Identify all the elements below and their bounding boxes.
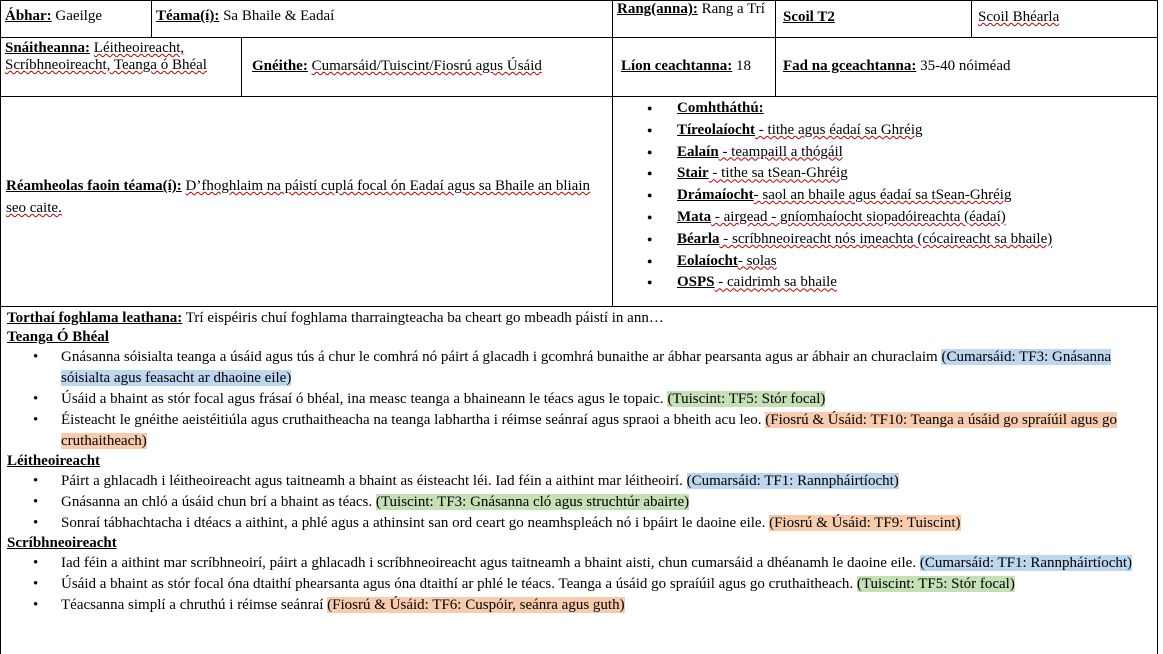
outcome-list: [1, 471, 1157, 534]
fad-value: 35-40 nóiméad: [920, 58, 1011, 74]
integration-text: - teampaill a thógáil: [718, 143, 843, 160]
integration-text: - caidrimh sa bhaile: [714, 274, 837, 291]
integration-text: - saol an bhaile agus éadaí sa tSean-Ghréig: [753, 187, 1012, 204]
outcome-text: Úsáid a bhaint as stór focal agus frásaí ó bhéal, ina measc teanga a bhaineann le téacs agus le topaic.: [61, 391, 668, 407]
abhar-cell: [1, 1, 152, 37]
integration-item: [613, 120, 1159, 142]
outcome-tag: (Tuiscint: TF5: Stór focal): [856, 576, 1015, 592]
outcome-text: Éisteacht le gnéithe aeistéitiúla agus cruthaitheacha na teanga labhartha i réimse seánraí agus spraoi a bheith acu leo.: [61, 412, 766, 428]
outcome-tag: (Tuiscint: TF5: Stór focal): [667, 391, 826, 407]
outcome-item: [1, 410, 1157, 452]
integration-item: [613, 163, 1159, 185]
gneithe-label: Gnéithe:: [252, 58, 308, 74]
rang-label: Rang(anna):: [617, 1, 698, 17]
integration-subject: Tíreolaíocht: [677, 121, 756, 138]
reamheolas-cell: [1, 97, 613, 306]
outcome-text: Sonraí tábhachtacha i dtéacs a aithint, a phlé agus a athinsint san ord ceart go neamhspleách nó i bpáirt le daoine eile.: [61, 515, 770, 531]
strands-row: [0, 38, 1158, 96]
outcomes-heading: [1, 307, 1157, 328]
outcomes-intro: Trí eispéiris chuí foghlama tharraingteacha ba cheart go mbeadh páistí in ann…: [182, 310, 664, 326]
prior-knowledge-row: [0, 97, 1158, 306]
section-title: Scríbhneoireacht: [7, 535, 117, 551]
reamheolas-value: D’fhoghlaim na páistí cuplá focal ón Eadaí agus sa Bhaile an bliain seo caite.: [6, 178, 591, 216]
outcome-item: [1, 553, 1157, 574]
integration-item: [613, 185, 1159, 207]
abhar-value: Gaeilge: [55, 8, 103, 24]
snaitheanna-cell: [1, 38, 242, 96]
outcome-tag: (Fiosrú & Úsáid: TF10: Teanga a úsáid go spraíúil agus go cruthaitheach): [61, 412, 1117, 449]
outcomes-sections: [1, 328, 1157, 616]
outcome-tag: (Fiosrú & Úsáid: TF9: Tuiscint): [769, 515, 961, 531]
rang-value: Rang a Trí: [701, 1, 765, 17]
integration-item: [613, 142, 1159, 164]
outcome-text: Úsáid a bhaint as stór focal óna dtaithí phearsanta agus óna dtaithí ar phlé le téacs. Teanga a úsáid go spraíúil agus go cruthaitheach.: [61, 576, 857, 592]
fad-label: Fad na gceachtanna:: [783, 58, 917, 74]
outcome-item: [1, 513, 1157, 534]
integration-subject: Ealaín: [677, 143, 719, 160]
outcome-text: Gnásanna sóisialta teanga a úsáid agus tús á chur le comhrá nó páirt á glacadh i gcomhrá bunaithe ar ábhar pearsanta agus ar ábhair an churaclaim: [61, 349, 942, 365]
gneithe-value: Cumarsáid/Tuiscint/Fiosrú agus Úsáid: [311, 58, 542, 74]
integration-list: [613, 98, 1159, 294]
integration-subject: Drámaíocht: [677, 187, 754, 204]
outcome-item: [1, 574, 1157, 595]
outcome-text: Páirt a ghlacadh i léitheoireacht agus taitneamh a bhaint as éisteacht léi. Iad féin a aithint mar léitheoirí.: [61, 473, 687, 489]
rang-cell: [613, 1, 776, 37]
scoil-bhearla: Scoil Bhéarla: [978, 9, 1060, 25]
outcomes-row: [0, 307, 1158, 654]
integration-subject: Mata: [677, 208, 712, 225]
teama-value: Sa Bhaile & Eadaí: [223, 8, 335, 24]
integration-item: [613, 98, 1159, 120]
outcome-tag: (Cumarsáid: TF3: Gnásanna sóisialta agus feasacht ar dhaoine eile): [61, 349, 1112, 386]
outcome-item: [1, 595, 1157, 616]
integration-text: - scríbhneoireacht nós imeachta (cócaireacht sa bhaile): [719, 230, 1053, 247]
integration-item: [613, 251, 1159, 273]
outcome-item: [1, 492, 1157, 513]
fad-cell: [776, 38, 1159, 96]
outcome-list: [1, 553, 1157, 616]
lion-label: Líon ceachtanna:: [621, 58, 733, 74]
scoil-bhearla-cell: [972, 1, 1159, 37]
integration-subject: OSPS: [677, 274, 715, 291]
outcomes-label: Torthaí foghlama leathana:: [7, 310, 183, 326]
integration-subject: Stair: [677, 165, 709, 182]
outcome-item: [1, 389, 1157, 410]
integration-text: - tithe agus éadaí sa Ghréig: [755, 121, 923, 138]
section-title: Léitheoireacht: [7, 453, 101, 469]
snaitheanna-value: Léitheoireacht, Scríbhneoireacht, Teanga ó Bhéal: [5, 40, 207, 73]
outcome-item: [1, 471, 1157, 492]
teama-label: Téama(í):: [156, 8, 220, 24]
integration-item: [613, 207, 1159, 229]
integration-text: - tithe sa tSean-Ghréig: [708, 165, 848, 182]
outcome-text: Iad féin a aithint mar scríbhneoirí, páirt a ghlacadh i scríbhneoireacht agus taitneamh a bhaint aisti, chun cumarsáid a dhéanamh le daoine eile.: [61, 555, 920, 571]
snaitheanna-label: Snáitheanna:: [5, 40, 91, 56]
lion-cell: [613, 38, 776, 96]
integration-text: - airgead - gníomhaíocht siopadóireachta (éadaí): [711, 208, 1006, 225]
integration-cell: [613, 97, 1159, 306]
outcome-list: [1, 347, 1157, 452]
outcome-text: Téacsanna simplí a chruthú i réimse seánraí: [61, 597, 328, 613]
outcome-text: Gnásanna an chló a úsáid chun brí a bhaint as téacs.: [61, 494, 376, 510]
integration-text: - solas: [737, 252, 777, 269]
outcome-item: [1, 347, 1157, 389]
integration-subject: Comhtháthú:: [677, 100, 764, 116]
section-title: Teanga Ó Bhéal: [7, 329, 109, 345]
outcome-tag: (Fiosrú & Úsáid: TF6: Cuspóir, seánra agus guth): [327, 597, 625, 613]
scoil-t2: Scoil T2: [783, 9, 835, 25]
scoil-t2-cell: [776, 1, 972, 37]
integration-item: [613, 229, 1159, 251]
abhar-label: Ábhar:: [5, 8, 52, 24]
teama-cell: [152, 1, 613, 37]
outcome-tag: (Cumarsáid: TF1: Rannpháirtíocht): [686, 473, 899, 489]
gneithe-cell: [242, 38, 613, 96]
lion-value: 18: [736, 58, 752, 74]
integration-item: [613, 272, 1159, 294]
reamheolas-label: Réamheolas faoin téama(í):: [6, 178, 182, 194]
outcome-tag: (Cumarsáid: TF1: Rannpháirtíocht): [919, 555, 1133, 571]
integration-subject: Béarla: [677, 230, 720, 247]
outcome-tag: (Tuiscint: TF3: Gnásanna cló agus struchtúr abairte): [375, 494, 690, 510]
integration-subject: Eolaíocht: [677, 252, 738, 269]
header-row: [0, 0, 1158, 37]
